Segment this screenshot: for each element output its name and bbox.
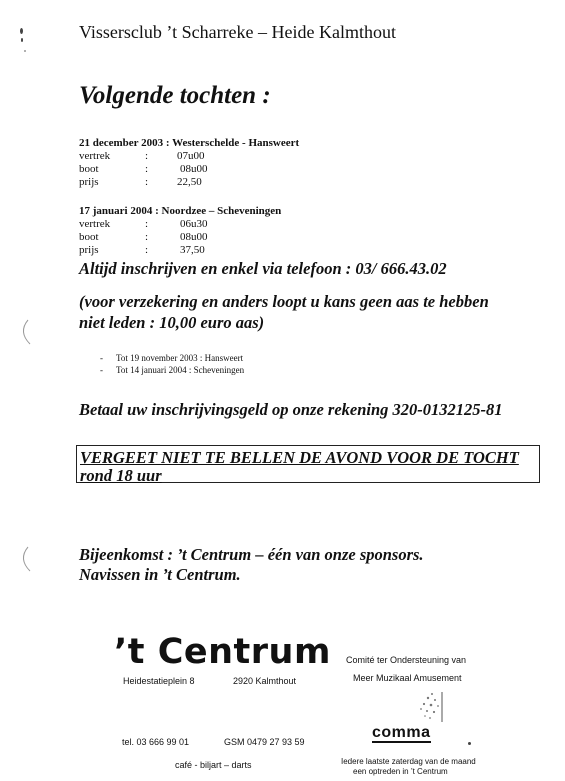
trip-title: 17 januari 2004 : Noordzee – Scheveningen	[79, 205, 282, 217]
trip-row	[79, 163, 279, 176]
row-key: vertrek	[79, 218, 111, 230]
phone-notice: Altijd inschrijven en enkel via telefoon : 03/ 666.43.02	[79, 259, 447, 278]
trip-row	[79, 150, 279, 163]
scan-hole-mark	[14, 318, 34, 348]
reminder-line1: VERGEET NIET TE BELLEN DE AVOND VOOR DE TOCHT	[80, 448, 519, 467]
row-key: boot	[79, 231, 99, 243]
trip-row	[79, 231, 279, 244]
row-colon: :	[145, 150, 149, 162]
row-key: prijs	[79, 176, 99, 188]
scan-speck	[24, 50, 26, 52]
deadline-item: Tot 14 januari 2004 : Scheveningen	[116, 365, 245, 375]
trip-title: 21 december 2003 : Westerschelde - Hansweert	[79, 137, 300, 149]
meeting-line2: Navissen in ’t Centrum.	[79, 565, 241, 584]
row-colon: :	[145, 231, 149, 243]
payment-notice: Betaal uw inschrijvingsgeld op onze rekening 320-0132125-81	[79, 400, 503, 419]
row-colon: :	[145, 163, 149, 175]
trip-row	[79, 176, 279, 189]
row-colon: :	[145, 176, 149, 188]
scan-speck	[468, 742, 471, 745]
reminder-box	[76, 445, 540, 483]
centrum-tagline: café - biljart – darts	[175, 760, 252, 770]
centrum-gsm: GSM 0479 27 93 59	[224, 737, 305, 747]
scan-speck	[21, 38, 23, 42]
deadline-item: Tot 19 november 2003 : Hansweert	[116, 353, 244, 363]
row-colon: :	[145, 218, 149, 230]
reminder-line2: rond 18 uur	[80, 466, 162, 485]
comma-sparkle-graphic	[412, 686, 452, 728]
section-heading: Volgende tochten :	[79, 82, 271, 109]
row-key: prijs	[79, 244, 99, 256]
centrum-phone: tel. 03 666 99 01	[122, 737, 190, 747]
row-value: 22,50	[177, 176, 202, 188]
comma-line1: Comité ter Ondersteuning van	[346, 655, 467, 665]
comma-footer1: Iedere laatste zaterdag van de maand	[341, 757, 476, 766]
comma-line2: Meer Muzikaal Amusement	[353, 673, 462, 683]
centrum-logo-text: ’t Centrum	[114, 632, 331, 672]
comma-footer2: een optreden in ’t Centrum	[353, 767, 448, 776]
deadline-bullet: -	[100, 365, 103, 375]
row-value: 06u30	[180, 218, 208, 230]
row-value: 37,50	[180, 244, 205, 256]
row-value: 07u00	[177, 150, 205, 162]
centrum-city: 2920 Kalmthout	[233, 676, 297, 686]
insurance-notice-line1: (voor verzekering en anders loopt u kans geen aas te hebben	[79, 292, 489, 311]
club-title: Vissersclub ’t Scharreke – Heide Kalmthout	[79, 22, 397, 42]
centrum-street: Heidestatieplein 8	[123, 676, 195, 686]
trip-row	[79, 244, 279, 257]
row-key: vertrek	[79, 150, 111, 162]
row-value: 08u00	[180, 163, 208, 175]
row-value: 08u00	[180, 231, 208, 243]
scan-hole-mark	[14, 545, 34, 575]
insurance-notice-line2: niet leden : 10,00 euro aas)	[79, 313, 265, 332]
deadline-bullet: -	[100, 353, 103, 363]
comma-logo: comma	[372, 724, 431, 741]
meeting-line1: Bijeenkomst : ’t Centrum – één van onze sponsors.	[79, 545, 424, 564]
row-colon: :	[145, 244, 149, 256]
trip-row	[79, 218, 279, 231]
row-key: boot	[79, 163, 99, 175]
scan-speck	[20, 28, 23, 34]
